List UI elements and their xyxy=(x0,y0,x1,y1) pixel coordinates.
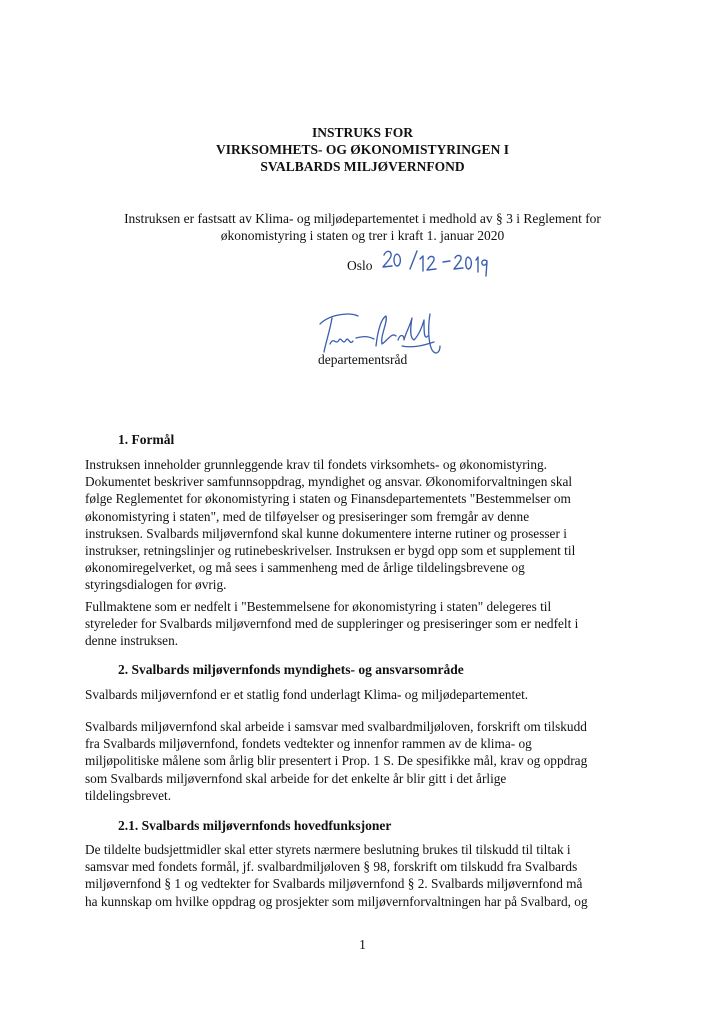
section-1-heading: 1. Formål xyxy=(118,432,175,447)
text-line: miljøvernfond § 1 og vedtekter for Svalbards miljøvernfond § 2. Svalbards miljøvernfond må xyxy=(85,876,583,892)
signing-place: Oslo xyxy=(347,258,373,273)
title-line-1: INSTRUKS FOR xyxy=(312,125,413,140)
text-line: Instruksen inneholder grunnleggende krav til fondets virksomhets- og økonomistyring. xyxy=(85,457,547,472)
text-line: instrukser, retningslinjer og rutinebeskrivelser. Instruksen er bygd opp som et supplement til xyxy=(85,543,576,559)
handwritten-date xyxy=(380,247,490,277)
text-line: styringsdialogen for øvrig. xyxy=(85,577,227,593)
title-line-3: SVALBARDS MILJØVERNFOND xyxy=(260,159,465,174)
text-line: Dokumentet beskriver samfunnsoppdrag, myndighet og ansvar. Økonomiforvaltningen skal xyxy=(85,474,573,490)
section-2-paragraph-2 xyxy=(85,718,630,804)
text-line: instruksen. Svalbards miljøvernfond skal kunne dokumentere interne rutiner og prosesser i xyxy=(85,525,567,541)
text-line: økonomistyring i staten", med de tilføyelser og presiseringer som fremgår av denne xyxy=(85,508,530,524)
text-line: fra Svalbards miljøvernfond, fondets vedtekter og innenfor rammen av de klima- og xyxy=(85,736,532,752)
section-2-heading: 2. Svalbards miljøvernfonds myndighets- og ansvarsområde xyxy=(118,662,464,677)
title-line-2: VIRKSOMHETS- OG ØKONOMISTYRINGEN I xyxy=(216,142,509,157)
section-2-paragraph-1 xyxy=(85,686,630,703)
document-title xyxy=(0,124,725,175)
text-line: denne instruksen. xyxy=(85,633,179,649)
text-line: samsvar med fondets formål, jf. svalbardmiljøloven § 98, forskrift om tilskudd fra Svalbards xyxy=(85,859,578,875)
text-line: miljøpolitiske målene som årlig blir presentert i Prop. 1 S. De spesifikke mål, krav og oppdrag xyxy=(85,753,588,769)
section-1-paragraph-2 xyxy=(85,598,630,650)
signatory-role: departementsråd xyxy=(318,352,408,367)
text-line: De tildelte budsjettmidler skal etter styrets nærmere beslutning brukes til tilskudd til tiltak i xyxy=(85,842,571,857)
text-line: Fullmaktene som er nedfelt i "Bestemmelsene for økonomistyring i staten" delegeres til xyxy=(85,599,552,614)
text-line: som Svalbards miljøvernfond skal arbeide for det enkelte år blir gitt i det årlige xyxy=(85,770,507,786)
section-1-paragraph-1 xyxy=(85,456,630,594)
section-2-1-heading: 2.1. Svalbards miljøvernfonds hovedfunksjoner xyxy=(118,818,392,833)
intro-line-2: økonomistyring i staten og trer i kraft 1. januar 2020 xyxy=(220,228,505,243)
text-line: ha kunnskap om hvilke oppdrag og prosjekter som miljøvernforvaltningen har på Svalbard, og xyxy=(85,893,588,909)
intro-statement xyxy=(90,210,635,244)
text-line: økonomiregelverket, og må sees i sammenheng med de årlige tildelingsbrevene og xyxy=(85,560,525,576)
section-2-1-paragraph-1 xyxy=(85,841,630,910)
text-line: Svalbards miljøvernfond skal arbeide i samsvar med svalbardmiljøloven, forskrift om tilskudd xyxy=(85,719,587,734)
text-line: styreleder for Svalbards miljøvernfond med de suppleringer og presiseringer som er nedfelt i xyxy=(85,616,579,632)
text-line: følge Reglementet for økonomistyring i staten og Finansdepartementets "Bestemmelser om xyxy=(85,491,571,507)
text-line: tildelingsbrevet. xyxy=(85,787,172,803)
text-line: Svalbards miljøvernfond er et statlig fond underlagt Klima- og miljødepartementet. xyxy=(85,687,529,702)
page-number: 1 xyxy=(359,937,366,952)
intro-line-1: Instruksen er fastsatt av Klima- og miljødepartementet i medhold av § 3 i Reglement for xyxy=(124,211,601,226)
